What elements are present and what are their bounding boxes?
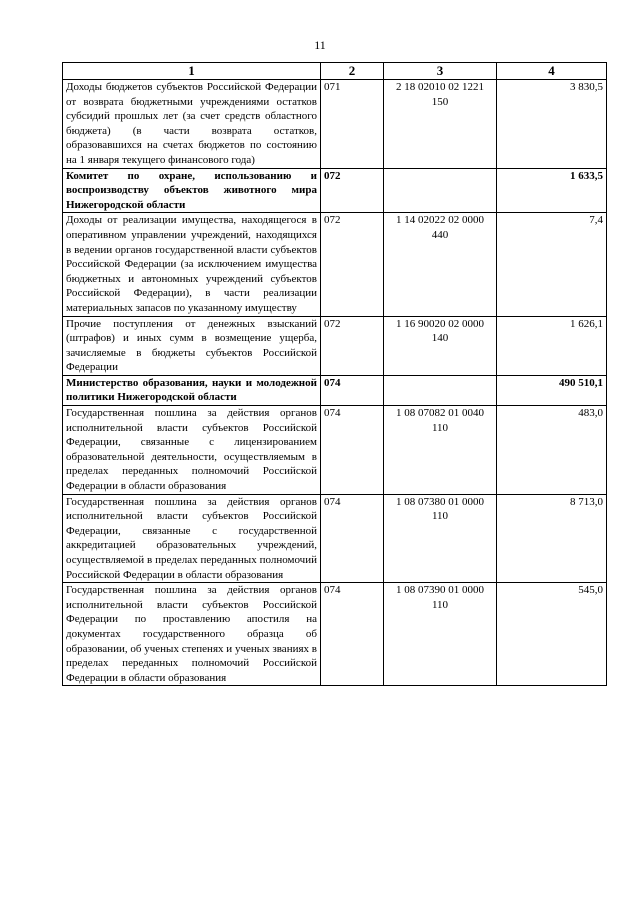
table-row xyxy=(63,375,607,405)
amount-cell: 545,0 xyxy=(497,583,607,686)
column-header-1: 1 xyxy=(63,63,321,80)
administrator-code-cell: 072 xyxy=(321,213,384,316)
classification-code-cell: 1 16 90020 02 0000 140 xyxy=(384,316,497,375)
amount-cell: 7,4 xyxy=(497,213,607,316)
income-name-cell: Комитет по охране, использованию и воспроизводству объектов животного мира Нижегородской области xyxy=(63,168,321,213)
table-body xyxy=(63,80,607,686)
page-number: 11 xyxy=(314,38,326,52)
administrator-code-cell: 074 xyxy=(321,406,384,495)
table-row xyxy=(63,494,607,583)
administrator-code-cell: 072 xyxy=(321,316,384,375)
administrator-code-cell: 071 xyxy=(321,80,384,169)
income-name-cell: Государственная пошлина за действия органов исполнительной власти субъектов Российской Федерации, связанные с государственной аккредитацией образовательных учреждений, осуществляемой в пределах переданных полномочий Российской Федерации в области образования xyxy=(63,494,321,583)
amount-cell: 483,0 xyxy=(497,406,607,495)
classification-code-cell: 1 08 07390 01 0000 110 xyxy=(384,583,497,686)
classification-code-cell: 1 14 02022 02 0000 440 xyxy=(384,213,497,316)
amount-cell: 3 830,5 xyxy=(497,80,607,169)
income-name-cell: Доходы от реализации имущества, находящегося в оперативном управлении учреждений, находящихся в ведении органов государственной власти субъектов Российской Федерации (за исключением имущества бюджетных и автономных учреждений субъектов Российской Федерации), в части реализации материальных запасов по указанному имуществу xyxy=(63,213,321,316)
income-name-cell: Прочие поступления от денежных взысканий (штрафов) и иных сумм в возмещение ущерба, зачисляемые в бюджеты субъектов Российской Федерации xyxy=(63,316,321,375)
income-name-cell: Министерство образования, науки и молодежной политики Нижегородской области xyxy=(63,375,321,405)
table-header-row xyxy=(63,63,607,80)
classification-code-cell xyxy=(384,168,497,213)
income-name-cell: Доходы бюджетов субъектов Российской Федерации от возврата бюджетными учреждениями остатков субсидий прошлых лет (за счет средств областного бюджета) (в части возврата остатков, образовавшихся на счетах бюджетов по состоянию на 1 января текущего финансового года) xyxy=(63,80,321,169)
classification-code-cell: 2 18 02010 02 1221 150 xyxy=(384,80,497,169)
administrator-code-cell: 074 xyxy=(321,494,384,583)
amount-cell: 8 713,0 xyxy=(497,494,607,583)
amount-cell: 490 510,1 xyxy=(497,375,607,405)
income-name-cell: Государственная пошлина за действия органов исполнительной власти субъектов Российской Федерации по проставлению апостиля на документах государственного образца об образовании, об ученых степенях и ученых званиях в пределах переданных полномочий Российской Федерации в области образования xyxy=(63,583,321,686)
administrator-code-cell: 074 xyxy=(321,583,384,686)
column-header-2: 2 xyxy=(321,63,384,80)
table-row xyxy=(63,168,607,213)
budget-revenue-table xyxy=(62,62,607,686)
column-header-3: 3 xyxy=(384,63,497,80)
administrator-code-cell: 074 xyxy=(321,375,384,405)
table-row xyxy=(63,213,607,316)
amount-cell: 1 626,1 xyxy=(497,316,607,375)
classification-code-cell: 1 08 07082 01 0040 110 xyxy=(384,406,497,495)
administrator-code-cell: 072 xyxy=(321,168,384,213)
table-row xyxy=(63,80,607,169)
table-row xyxy=(63,583,607,686)
income-name-cell: Государственная пошлина за действия органов исполнительной власти субъектов Российской Федерации, связанные с лицензированием образовательной деятельности, осуществляемым в пределах переданных полномочий Российской Федерации в области образования xyxy=(63,406,321,495)
amount-cell: 1 633,5 xyxy=(497,168,607,213)
classification-code-cell: 1 08 07380 01 0000 110 xyxy=(384,494,497,583)
table-row xyxy=(63,316,607,375)
classification-code-cell xyxy=(384,375,497,405)
column-header-4: 4 xyxy=(497,63,607,80)
table-row xyxy=(63,406,607,495)
